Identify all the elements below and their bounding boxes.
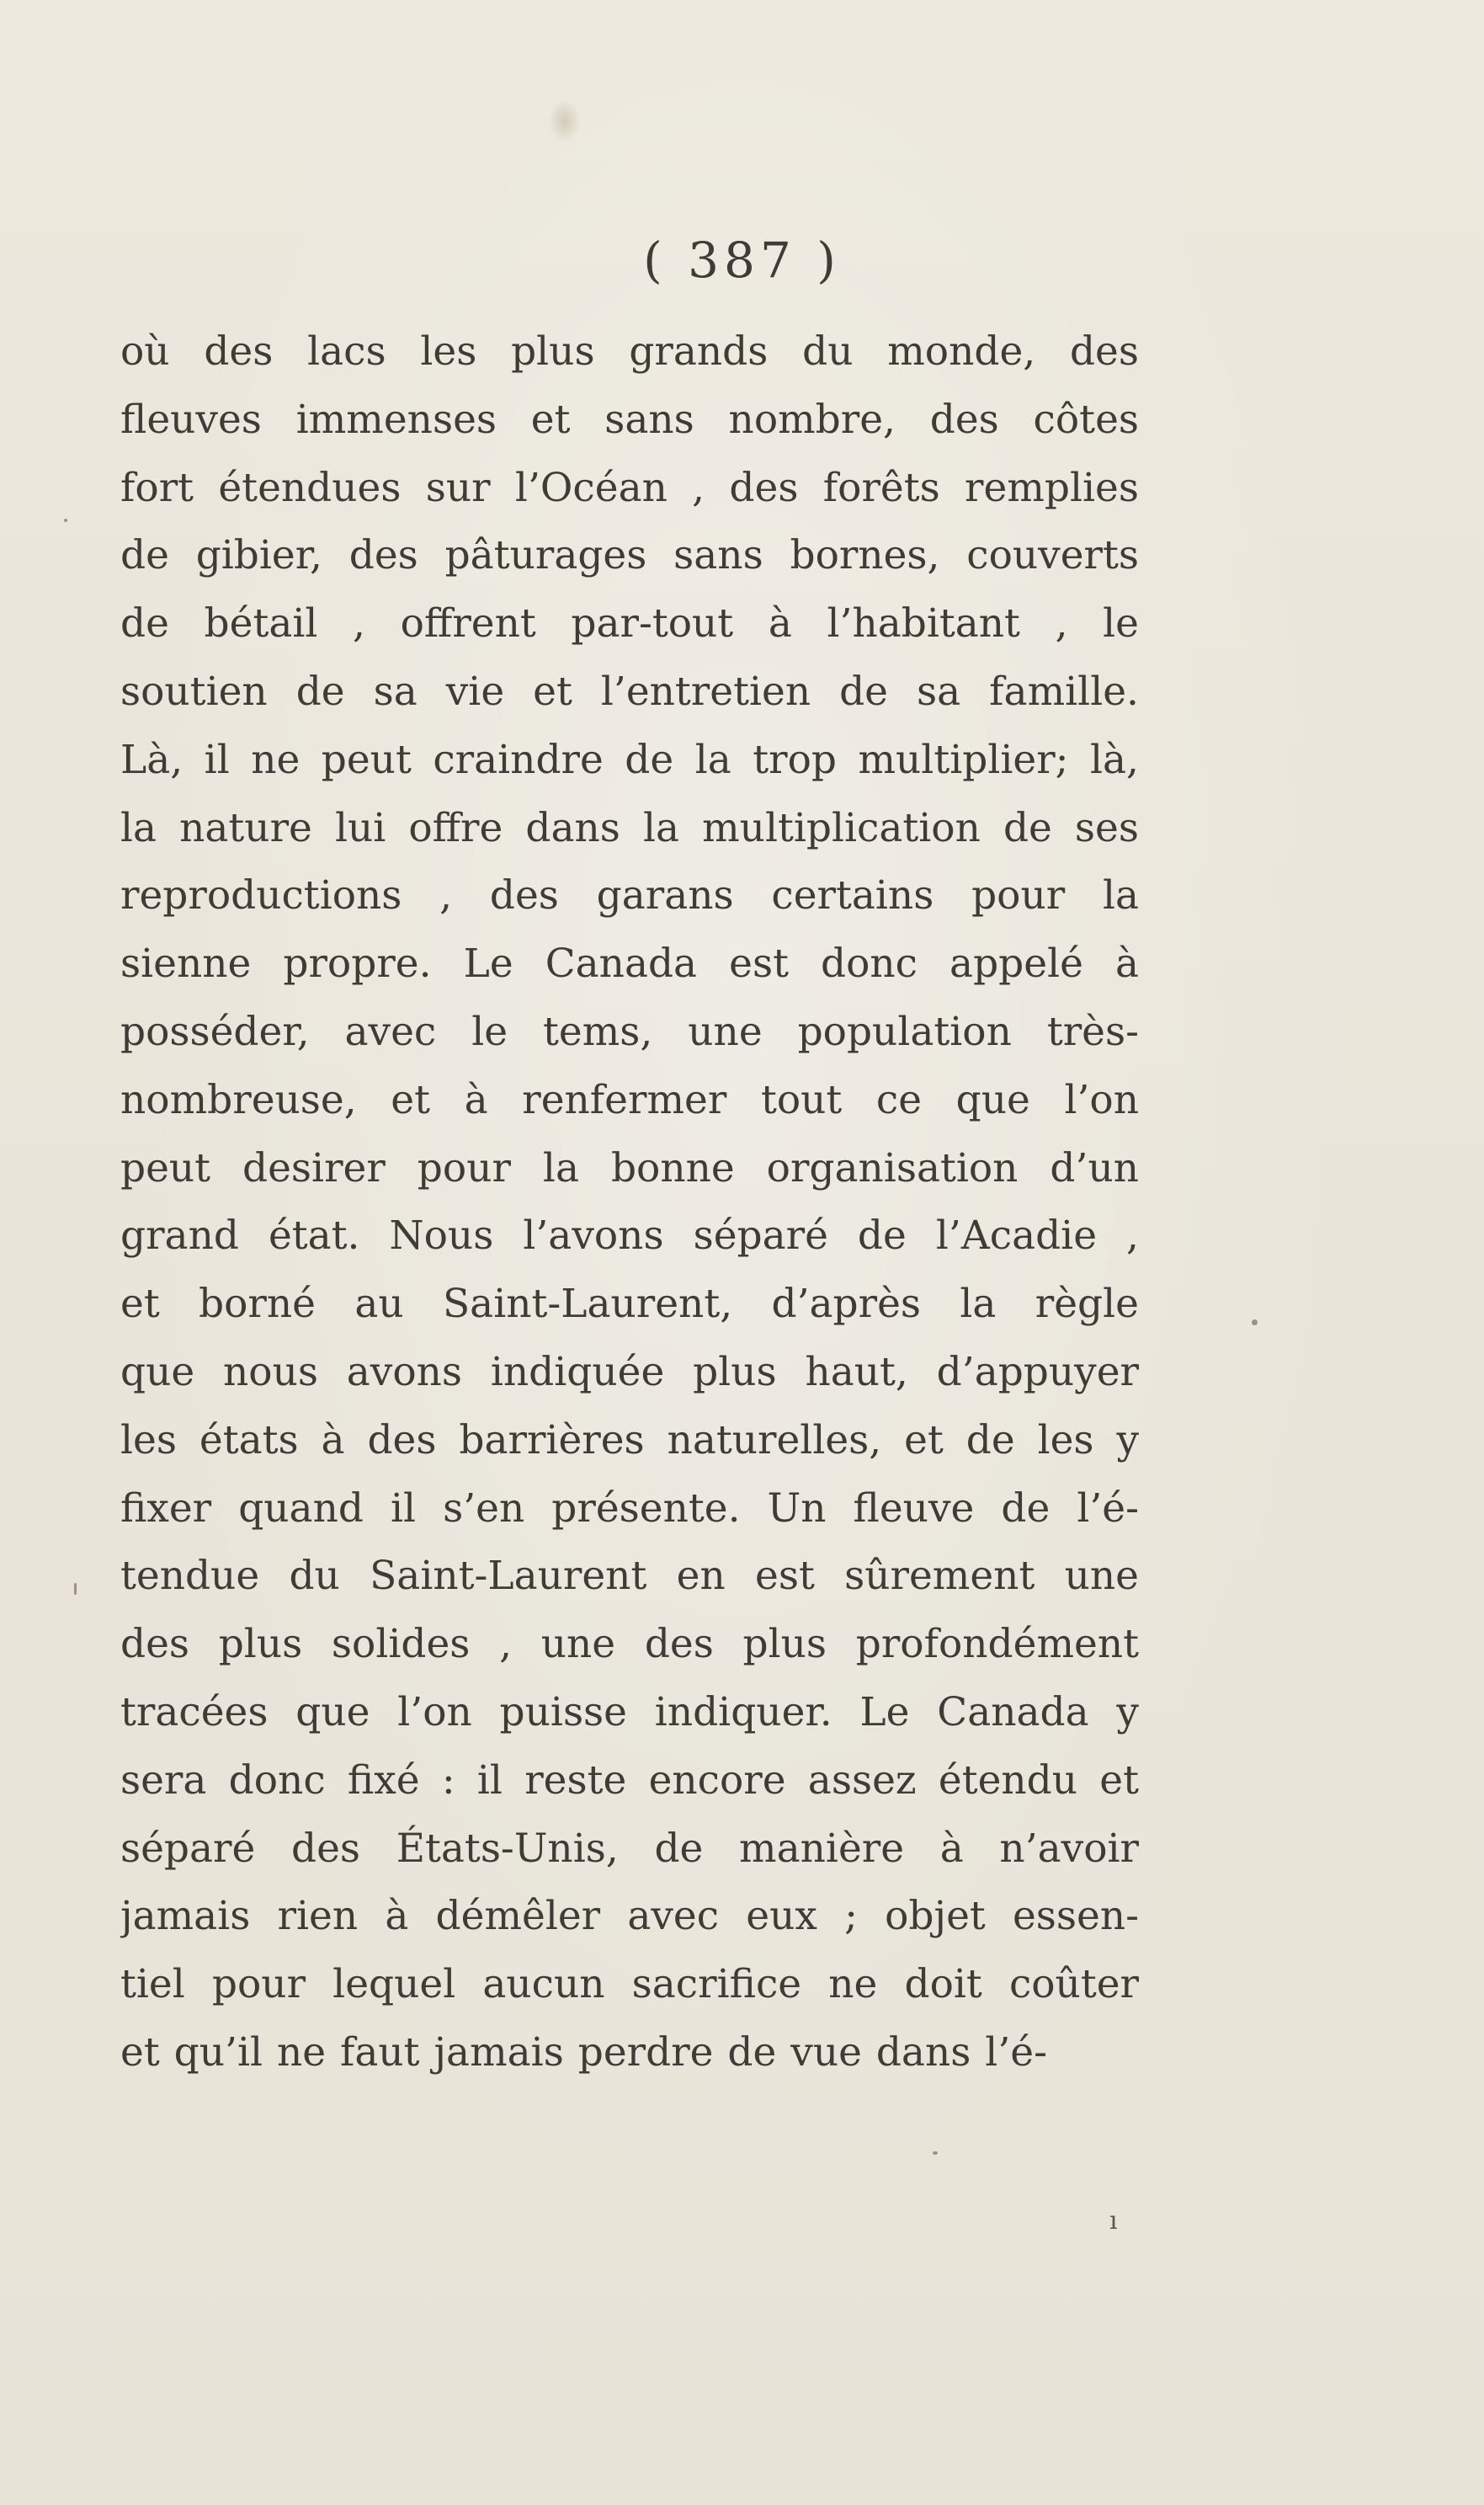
text-line: tracées que l’on puisse indiquer. Le Canada y [120, 1688, 1139, 1735]
text-line: fort étendues sur l’Océan , des forêts remplies [120, 464, 1139, 511]
paper-stain [549, 99, 581, 143]
text-line: tiel pour lequel aucun sacrifice ne doit coûter [120, 1961, 1139, 2008]
paper-speck [933, 2151, 938, 2155]
text-line: des plus solides , une des plus profondément [120, 1621, 1139, 1668]
paper-speck [64, 519, 67, 522]
text-line: la nature lui offre dans la multiplication de ses [120, 804, 1139, 851]
text-line: et qu’il ne faut jamais perdre de vue dans l’é- [120, 2028, 1047, 2076]
text-line: séparé des États-Unis, de manière à n’avoir [120, 1825, 1139, 1872]
body-text [120, 318, 1139, 2087]
text-line: sera donc fixé : il reste encore assez étendu et [120, 1756, 1139, 1804]
text-line: posséder, avec le tems, une population très- [120, 1008, 1139, 1055]
text-line: Là, il ne peut craindre de la trop multiplier; là, [120, 736, 1139, 783]
paper-speck [1252, 1319, 1258, 1325]
text-line: grand état. Nous l’avons séparé de l’Acadie , [120, 1213, 1139, 1260]
text-line: reproductions , des garans certains pour la [120, 872, 1139, 919]
text-line: peut desirer pour la bonne organisation d’un [120, 1144, 1139, 1191]
paper-speck [74, 1583, 77, 1595]
text-line: sienne propre. Le Canada est donc appelé à [120, 941, 1139, 988]
text-line: fixer quand il s’en présente. Un fleuve de l’é- [120, 1484, 1139, 1532]
text-line: que nous avons indiquée plus haut, d’appuyer [120, 1348, 1139, 1395]
page-number: ( 387 ) [643, 232, 841, 289]
catchword: ı [1109, 2206, 1118, 2236]
text-line: soutien de sa vie et l’entretien de sa famille. [120, 668, 1139, 715]
text-line: tendue du Saint-Laurent en est sûrement une [120, 1553, 1139, 1600]
text-line: où des lacs les plus grands du monde, des [120, 328, 1139, 375]
text-line: fleuves immenses et sans nombre, des côtes [120, 396, 1139, 443]
text-line: et borné au Saint-Laurent, d’après la règle [120, 1281, 1139, 1328]
text-line: les états à des barrières naturelles, et de les y [120, 1416, 1139, 1463]
text-line: jamais rien à démêler avec eux ; objet essen- [120, 1893, 1139, 1940]
text-line: nombreuse, et à renfermer tout ce que l’on [120, 1076, 1139, 1123]
text-line: de bétail , offrent par-tout à l’habitant , le [120, 600, 1139, 648]
text-line: de gibier, des pâturages sans bornes, couverts [120, 532, 1139, 579]
